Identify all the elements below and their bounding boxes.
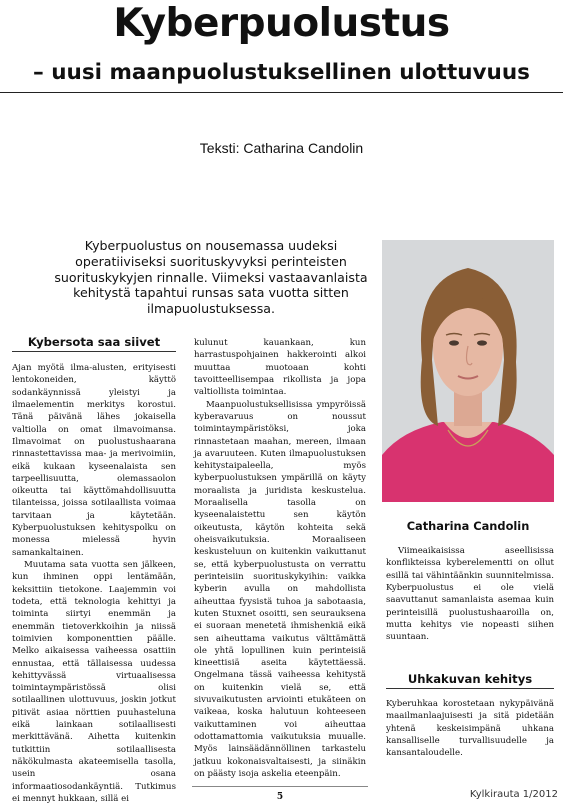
paragraph: Kyberuhkaa korostetaan nykypäivänä maailmanlaajuisesti ja sitä pidetään yhtenä keskeisimpänä uhkana kansalliselle turvallisuudelle ja kansantaloudelle. [386,699,554,759]
lead-paragraph: Kyberpuolustus on nousemassa uudeksi operatiiviseksi suorituskyvyksi perinteisten suorituskykyjen rinnalle. Viimeksi vastaavanlaista kehitystä tapahtui runsas sata vuotta sitten ilmapuolustuksessa. [54,238,368,317]
text-column-4 [386,698,554,760]
publication-footer: Kylkirauta 1/2012 [469,789,558,800]
paragraph: kulunut kauankaan, kun harrastuspohjainen hakkerointi alkoi muuttaa muotoaan kohti tavoitteellisempaa rikollista ja jopa valtiollista toimintaa. [194,338,366,398]
text-column-2 [194,337,366,780]
title-divider [0,92,563,93]
paragraph: Viimeaikaisissa aseellisissa konflikteissa kyberelementti on ollut esillä tai vähintäänkin suunnitelmissa. Kyberpuolustus ei ole vielä saavuttanut samanlaista asemaa kuin perinteisillä puolustushaaroilla on, mutta kehitys vie nopeasti siihen suuntaan. [386,546,554,643]
text-column-3 [386,545,554,644]
section-heading-uhkakuva: Uhkakuvan kehitys [407,672,533,686]
paragraph: Ajan myötä ilma-alusten, erityisesti lentokoneiden, käyttö sodankäynnissä yleistyi ja ilmaelementin merkitys korostui. Tänä päivänä lähes jokaisella valtiolla on omat ilmavoimansa. Ilmavoimat on puolustushaarana rinnastettavissa maa- ja merivoimiin, eikä kukaan kyseenalaista sen tarpeellisuutta, olemassaolon oikeutta tai käyttömahdollisuutta tilanteissa, joissa sotilaallista voimaa tarvitaan ja käytetään. Kyberpuolustuksen kehityspolku on monessa mielessä hyvin samankaltainen. [12,363,176,558]
section-heading-kybersota: Kybersota saa siivet [27,335,161,349]
author-photo [382,240,554,502]
paragraph: Muutama sata vuotta sen jälkeen, kun ihminen oppi lentämään, keksittiin tietokone. Laajemmin voi todeta, että teknologia kehittyi ja toiminta siirtyi enemmän ja enemmän tietoverkkoihin ja niissä toimivien komponenttien päälle. Melko aikaisessa vaiheessa osattiin ennustaa, että tällaisessa uudessa kehittyvässä virtuaalisessa toimintaympäristössä olisi sotilaallinen ulottuvuus, joskin jotkut pitivät asiaa nörttien puuhasteluna eikä lainkaan sotilaallisesti merkittävänä. Aihetta kuitenkin tutkittiin sotilaallisesta näkökulmasta akateemisella tasolla, usein osana informaatiosodankäyntiä. Tutkimus ei mennyt hukkaan, sillä ei [12,560,176,804]
page-number: 5 [276,792,284,802]
section-heading-rule [386,688,554,689]
byline: Teksti: Catharina Candolin [199,140,364,156]
footer-rule [192,786,368,787]
photo-caption: Catharina Candolin [406,519,530,533]
article-subtitle: – uusi maanpuolustuksellinen ulottuvuus [33,60,530,85]
article-title: Kyberpuolustus [113,1,450,46]
text-column-1 [12,362,176,805]
paragraph: Maanpuolustuksellisissa ympyröissä kyberavaruus on noussut toimintaympäristöksi, joka rinnastetaan maahan, mereen, ilmaan ja avaruuteen. Kuten ilmapuolustuksen kehitystaipaleella, myös kyberpuolustuksen ympärillä on käyty moraalista ja juridista keskustelua. Moraalisella tasolla on kyseenalaistettu sen käytön oikeutusta, käytön kohteita sekä oheisvaikutuksia. Moraaliseen keskusteluun on kuitenkin vaikuttanut se, että kyberpuolustusta on verrattu perinteisiin suorituskykyihin: vaikka kyberin avulla on mahdollista aiheuttaa fyysistä tuhoa ja sabotaasia, kuten Stuxnet osoitti, sen seurauksena ei suoraan menetetä ihmishenkiä eikä sen aiheuttama vaikutus välttämättä ole yhtä lopullinen kuin perinteisiä kineettisiä aseita käytettäessä. Ongelmana tässä vaiheessa kehitystä on kuitenkin vielä se, että sivuvaikutusten arviointi etukäteen on vaikeaa, koska halutuun kohteeseen vaikuttaminen voi aiheuttaa odottamattomia vaikutuksia muualle. Myös lainsäädännöllinen tarkastelu jatkuu kokonaisvaltaisesti, ja siinäkin on päästy isoja askelia eteenpäin. [194,399,366,779]
section-heading-rule [12,351,176,352]
portrait-illustration [382,240,554,502]
